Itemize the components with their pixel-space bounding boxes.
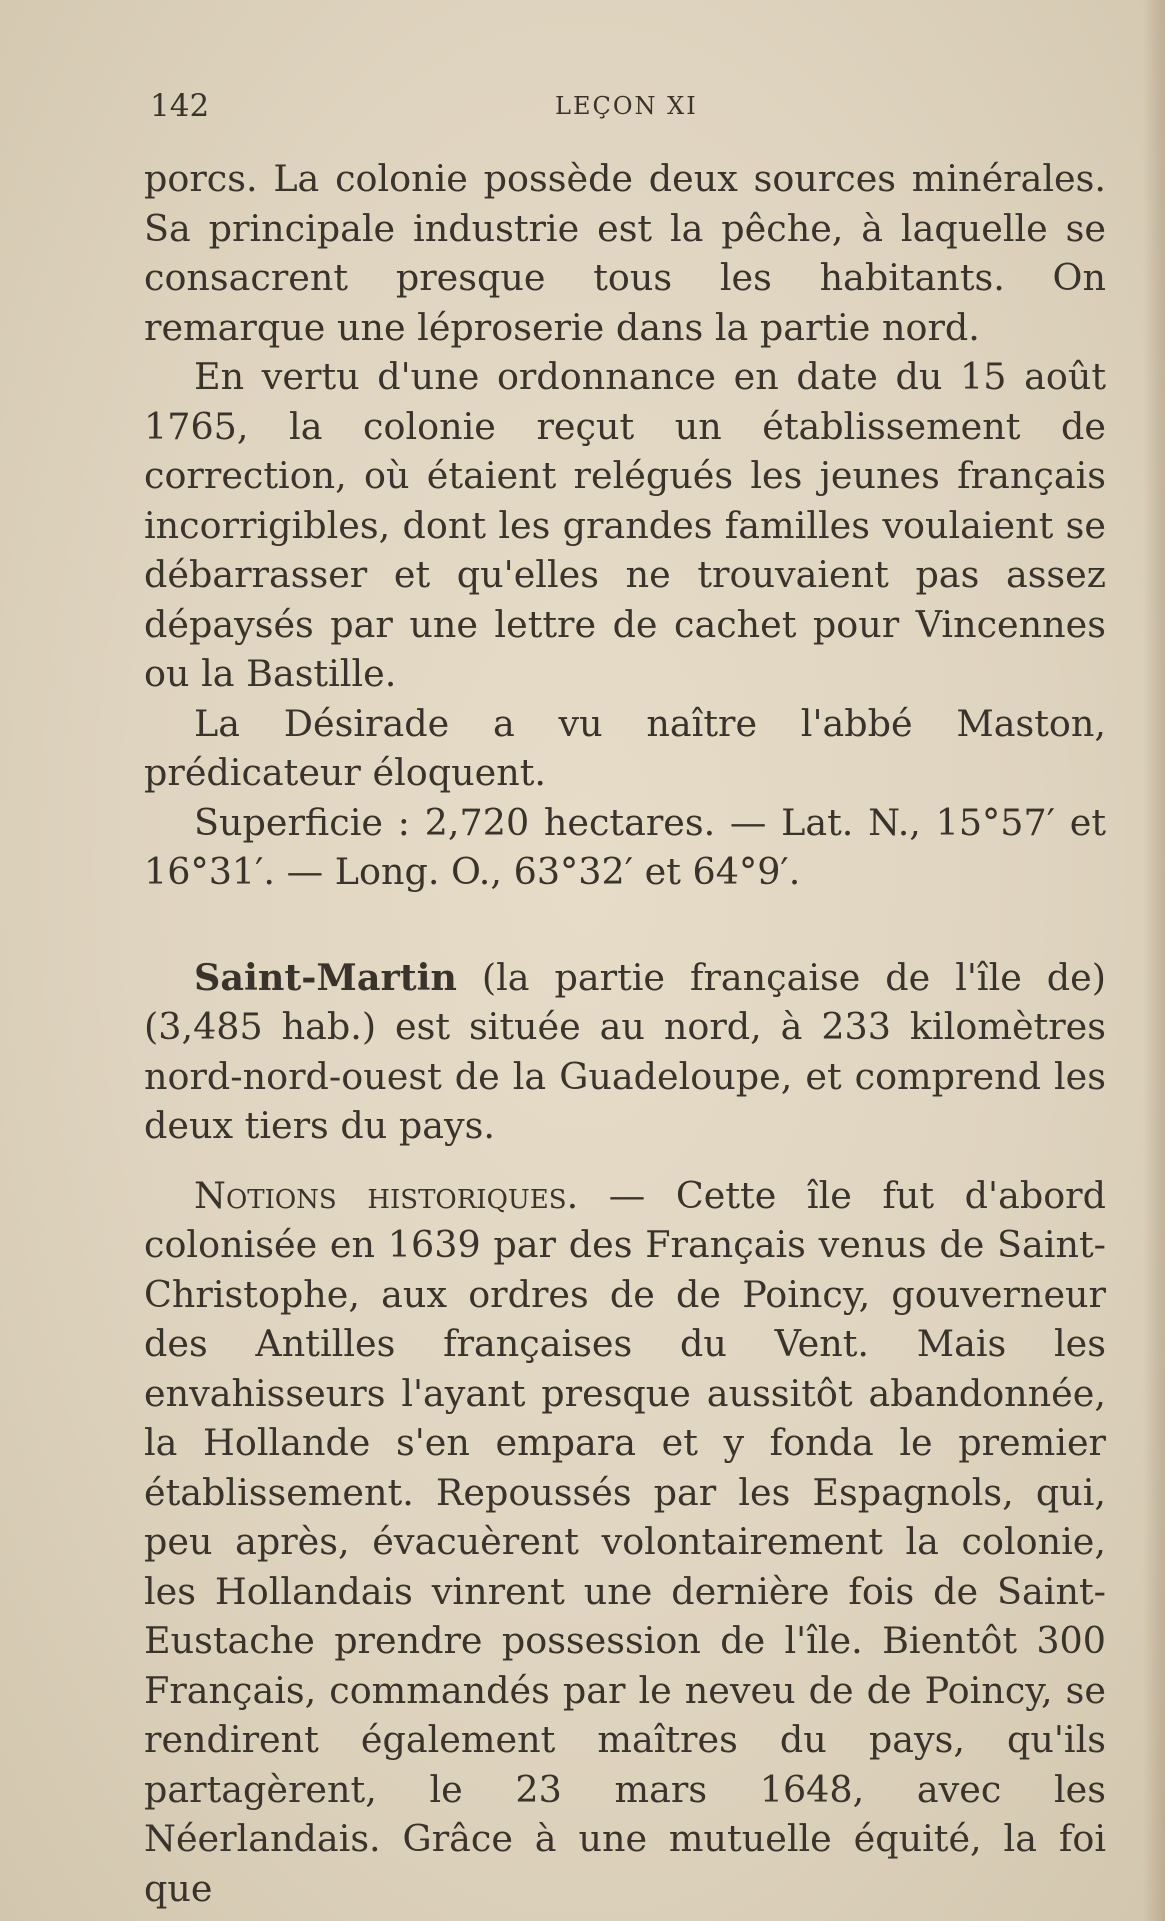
paragraph-saint-martin [144, 953, 1106, 1151]
paragraph-saint-martin-text: (la partie française de l'île de) (3,485 hab.) est située au nord, à 233 kilomètres nord-nord-ouest de la Guadeloupe, et comprend les deux tiers du pays. [144, 955, 1106, 1147]
paragraph-notions-historiques-text: — Cette île fut d'abord colonisée en 1639 par des Français venus de Saint-Christophe, aux ordres de de Poincy, gouverneur des Antilles françaises du Vent. Mais les envahisseurs l'ayant presque aussitôt abandonnée, la Hollande s'en empara et y fonda le premier établissement. Repoussés par les Espagnols, qui, peu après, évacuèrent volontairement la colonie, les Hollandais vinrent une dernière fois de Saint-Eustache prendre possession de l'île. Bientôt 300 Français, commandés par le neveu de de Poincy, se rendirent également maîtres du pays, qu'ils partagèrent, le 23 mars 1648, avec les Néerlandais. Grâce à une mutuelle équité, la foi que [144, 1173, 1106, 1910]
page-header [150, 88, 1110, 128]
section-spacer-small [144, 1151, 1106, 1171]
paragraph-notions-historiques [144, 1171, 1106, 1914]
running-head: LEÇON XI [555, 92, 698, 120]
section-spacer [144, 897, 1106, 953]
paragraph-desirade: La Désirade a vu naître l'abbé Maston, prédicateur éloquent. [144, 701, 1106, 794]
section-heading-saint-martin: Saint-Martin [194, 955, 457, 999]
page-edge-shadow [1143, 0, 1165, 1921]
notions-historiques-heading: Notions historiques. [194, 1173, 579, 1217]
paragraph-superficie: Superficie : 2,720 hectares. — Lat. N., 15°57′ et 16°31′. — Long. O., 63°32′ et 64°9′. [144, 800, 1106, 893]
paragraph-ordonnance: En vertu d'une ordonnance en date du 15 août 1765, la colonie reçut un établissement de correction, où étaient relégués les jeunes français incorrigibles, dont les grandes familles voulaient se débarrasser et qu'elles ne trouvaient pas assez dépaysés par une lettre de cachet pour Vincennes ou la Bastille. [144, 355, 1106, 695]
page-number: 142 [150, 88, 210, 124]
page-body [144, 154, 1106, 1913]
paragraph-porcs: porcs. La colonie possède deux sources minérales. Sa principale industrie est la pêche, à laquelle se consacrent presque tous les habitants. On remarque une léproserie dans la partie nord. [144, 157, 1106, 349]
